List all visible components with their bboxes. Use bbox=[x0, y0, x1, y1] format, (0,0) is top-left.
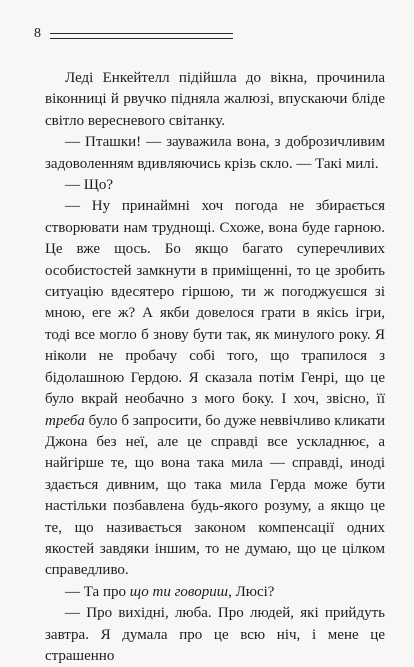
page-number: 8 bbox=[34, 26, 41, 41]
italic-text: що ти говориш bbox=[129, 583, 229, 600]
paragraph bbox=[45, 175, 385, 196]
paragraph bbox=[45, 68, 385, 132]
paragraph bbox=[45, 603, 385, 667]
text-run: — Про вихідні, люба. Про людей, які прийдуть завтра. Я думала про це всю ніч, і мене це страшенно bbox=[45, 605, 385, 664]
text-run: — Та про bbox=[65, 583, 130, 600]
paragraph bbox=[45, 196, 385, 581]
text-run: — Пташки! — зауважила вона, з доброзичливим задоволенням вдивляючись крізь скло. — Такі милі. bbox=[45, 134, 385, 172]
text-run: Леді Енкейтелл підійшла до вікна, прочинила віконниці й рвучко підняла жалюзі, впускаючи бліде світло вересневого світанку. bbox=[45, 70, 385, 129]
text-run: — Що? bbox=[65, 177, 114, 194]
paragraph bbox=[45, 132, 385, 175]
header-double-rule bbox=[50, 33, 233, 39]
body-text bbox=[45, 68, 385, 667]
page-header bbox=[34, 26, 234, 42]
italic-text: треба bbox=[45, 412, 85, 429]
text-run: — Ну принаймні хоч погода не збирається створювати нам труднощі. Схоже, вона буде гарною. Це вже щось. Бо якщо багато суперечливих особистостей замкнути в приміщенні, то це зробить ситуацію вдесятеро гіршою, ти ж погоджуєшся зі мною, еге ж? А якби довелося грати в якісь ігри, тоді все могло б знову бути так, як минулого року. Я ніколи не пробачу собі того, що трапилося з бідолашною Гердою. Я сказала потім Генрі, що це було вкрай необачно з мого боку. І хоч, звісно, її bbox=[45, 198, 385, 408]
text-run: , Люсі? bbox=[228, 583, 275, 600]
text-run: було б запросити, бо дуже неввічливо кликати Джона без неї, але це справді все ускладнює, а найгірше те, що вона така мила — справді, иноді здається дивним, що така мила Герда може бути настільки позбавлена будь-якого розуму, а якщо це те, що називається законом компенсації одних якостей завдяки іншим, то не думаю, що це цілком справедливо. bbox=[45, 412, 385, 579]
